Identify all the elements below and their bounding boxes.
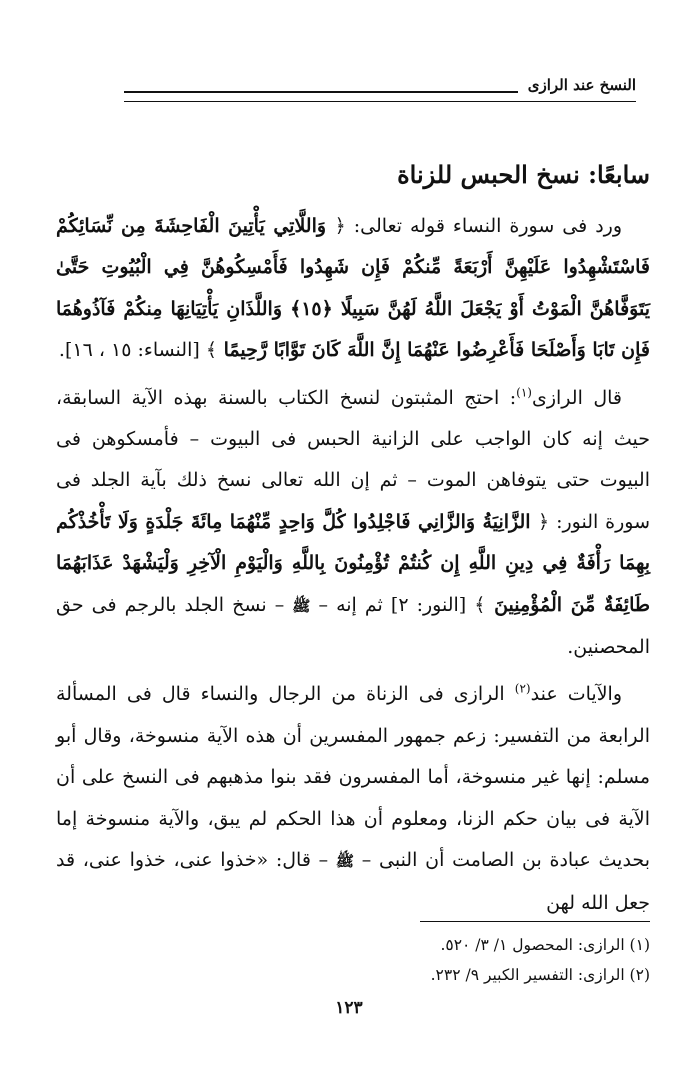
paragraph1-intro: ورد فى سورة النساء قوله تعالى: <box>345 215 623 237</box>
page-number: ١٢٣ <box>335 998 363 1018</box>
verse-reference-nisa: [النساء: ١٥ ، ١٦]. <box>58 339 206 362</box>
footnote-separator <box>420 921 650 922</box>
body-text <box>56 206 650 924</box>
paragraph3-part2: الرازى فى الزناة من الرجال والنساء قال فى المسألة الرابعة من التفسير: زعم جمهور المفسرين أن هذه الآية منسوخة، وقال أبو مسلم: إنها غير منسوخة، أما المفسرون فقد بنوا مذهبهم فى النسخ على أن الآية فى بيان حكم الزنا، ومعلوم أن هذا الحكم لم يبق، والآية منسوخة إما بحديث عبادة بن الصامت أن النبى – <box>56 683 650 872</box>
section-title: سابعًا: نسخ الحبس للزناة <box>397 160 650 189</box>
verse-text-nur: الزَّانِيَةُ وَالزَّانِي فَاجْلِدُوا كُلَّ وَاحِدٍ مِّنْهُمَا مِائَةَ جَلْدَةٍ وَلَا تَأْخُذْكُم بِهِمَا رَأْفَةٌ فِي دِينِ اللَّهِ إِن كُنتُمْ تُؤْمِنُونَ بِاللَّهِ وَالْيَوْمِ الْآخِرِ وَلْيَشْهَدْ عَذَابَهُمَا طَائِفَةٌ مِّنَ الْمُؤْمِنِينَ <box>56 510 651 616</box>
sallah-ligature: ﷺ <box>292 596 311 615</box>
verse-close-brace: ﴾ <box>474 593 486 616</box>
footnote-ref-2: (٢) <box>514 682 531 697</box>
paragraph3-part3: – قال: «خذوا عنى، خذوا عنى، قد جعل الله لهن <box>56 849 650 914</box>
paragraph2-part3: [النور: ٢] ثم إنه – <box>310 593 475 616</box>
running-header <box>124 74 636 104</box>
paragraph2-part2: : احتج المثبتون لنسخ الكتاب بالسنة بهذه الآية السابقة، حيث إنه كان الواجب على الزانية الحبس فى البيوت – فأمسكوهن فى البيوت حتى يتوفاهن الموت – ثم إن الله تعالى نسخ ذلك بآية الجلد فى سورة النور: <box>56 386 651 533</box>
footnote-2: (٢) الرازى: التفسير الكبير ٩/ ٢٣٢. <box>430 966 650 984</box>
paragraph-verse-nisa <box>56 206 650 372</box>
verse-open-brace: ﴿ <box>538 510 550 533</box>
verse-close-brace: ﴾ <box>205 339 217 362</box>
running-header-rule <box>124 91 518 93</box>
verse-text-nisa: وَاللَّاتِي يَأْتِينَ الْفَاحِشَةَ مِن نِّسَائِكُمْ فَاسْتَشْهِدُوا عَلَيْهِنَّ أَرْبَعَةً مِّنكُمْ فَإِن شَهِدُوا فَأَمْسِكُوهُنَّ فِي الْبُيُوتِ حَتَّىٰ يَتَوَفَّاهُنَّ الْمَوْتُ أَوْ يَجْعَلَ اللَّهُ لَهُنَّ سَبِيلًا ﴿١٥﴾ وَاللَّذَانِ يَأْتِيَانِهَا مِنكُمْ فَآذُوهُمَا فَإِن تَابَا وَأَصْلَحَا فَأَعْرِضُوا عَنْهُمَا إِنَّ اللَّهَ كَانَ تَوَّابًا رَّحِيمًا <box>56 215 650 362</box>
footnote-ref-1: (١) <box>516 385 532 400</box>
paragraph2-part4: – نسخ الجلد بالرجم فى حق المحصنين. <box>56 593 650 659</box>
footnote-1: (١) الرازى: المحصول ١/ ٣/ ٥٢٠. <box>440 936 650 954</box>
running-header-title: النسخ عند الرازى <box>527 76 636 94</box>
paragraph-tafsir <box>56 674 650 923</box>
running-header-underline <box>124 101 636 102</box>
paragraph-razi-abrogation <box>56 378 650 669</box>
verse-open-brace: ﴿ <box>334 215 346 237</box>
footnotes <box>250 930 650 990</box>
paragraph3-part1: والآيات عند <box>530 683 623 706</box>
paragraph2-part1: قال الرازى <box>531 386 622 409</box>
sallah-ligature: ﷺ <box>335 852 355 871</box>
